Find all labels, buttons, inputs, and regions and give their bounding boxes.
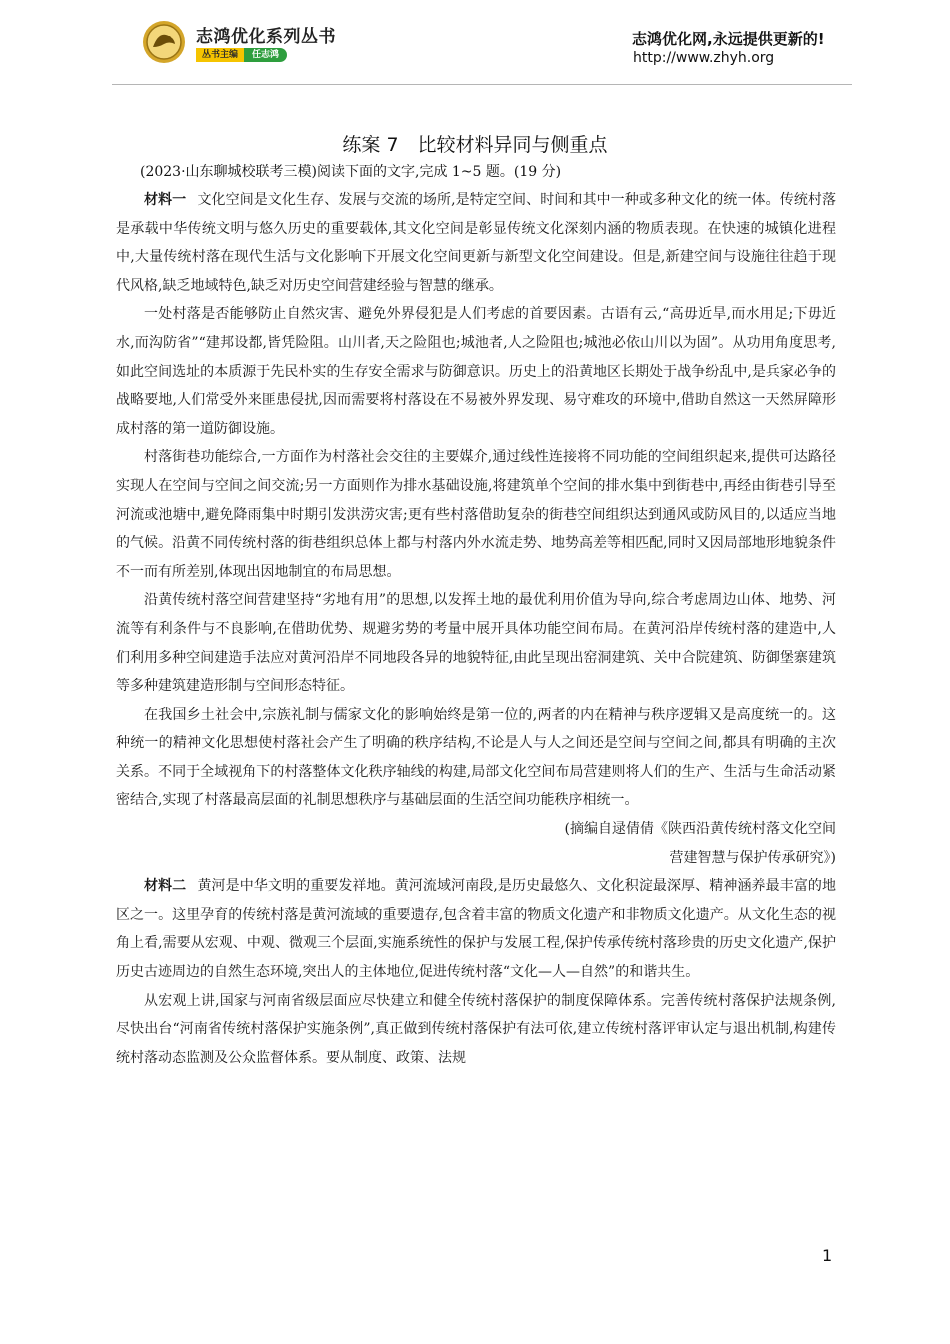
material1-paragraph — [116, 186, 836, 300]
material1-paragraph-text: 文化空间是文化生存、发展与交流的场所,是特定空间、时间和其中一种或多种文化的统一体。传统村落是承载中华传统文明与悠久历史的重要载体,其文化空间是彰显传统文化深刻内涵的物质表现。在快速的城镇化进程中,大量传统村落在现代生活与文化影响下开展文化空间更新与新型文化空间建设。但是,新建空间与设施往往趋于现代风格,缺乏地域特色,缺乏对历史空间营建经验与智慧的继承。 — [116, 192, 837, 294]
reading-passage — [116, 186, 836, 1072]
page-number: 1 — [822, 1246, 833, 1265]
series-logo-icon — [142, 20, 186, 64]
material1-paragraph: 村落街巷功能综合,一方面作为村落社会交往的主要媒介,通过线性连接将不同功能的空间组织起来,提供可达路径实现人在空间与空间之间交流;另一方面则作为排水基础设施,将建筑单个空间的排水集中到街巷中,再经由街巷引导至河流或池塘中,避免降雨集中时期引发洪涝灾害;更有些村落借助复杂的街巷空间组织达到通风或防风目的,以适应当地的气候。沿黄不同传统村落的街巷组织总体上都与村落内外水流走势、地势高差等相匹配,同时又因局部地形地貌条件不一而有所差别,体现出因地制宜的布局思想。 — [116, 449, 836, 580]
page-title: 练案 7 比较材料异同与侧重点 — [342, 134, 608, 156]
material2-paragraph: 从宏观上讲,国家与河南省级层面应尽快建立和健全传统村落保护的制度保障体系。完善传统村落保护法规条例,尽快出台“河南省传统村落保护实施条例”,真正做到传统村落保护有法可依,建立传统村落评审认定与退出机制,构建传统村落动态监测及公众监督体系。要从制度、政策、法规 — [116, 992, 836, 1066]
material1-paragraph: 在我国乡土社会中,宗族礼制与儒家文化的影响始终是第一位的,两者的内在精神与秩序逻辑又是高度统一的。这种统一的精神文化思想使村落社会产生了明确的秩序结构,不论是人与人之间还是空间与空间之间,都具有明确的主次关系。不同于全域视角下的村落整体文化秩序轴线的构建,局部文化空间布局营建则将人们的生产、生活与生命活动紧密结合,实现了村落最高层面的礼制思想秩序与基础层面的生活空间功能秩序相统一。 — [116, 706, 836, 809]
editor-name: 任志鸿 — [244, 48, 287, 62]
page-header — [0, 0, 950, 80]
material1-label: 材料一 — [144, 192, 187, 208]
material2-label: 材料二 — [144, 878, 187, 895]
site-slogan: 志鸿优化网,永远提供更新的! — [632, 30, 825, 48]
material1-paragraph: 沿黄传统村落空间营建坚持“劣地有用”的思想,以发挥土地的最优利用价值为导向,综合考虑周边山体、地势、河流等有利条件与不良影响,在借助优势、规避劣势的考量中展开具体功能空间布局。在黄河沿岸传统村落的建造中,人们利用多种空间建造手法应对黄河沿岸不同地段各异的地貌特征,由此呈现出窑洞建筑、关中合院建筑、防御堡寨建筑等多种建筑建造形制与空间形态特征。 — [116, 592, 836, 695]
material1-paragraph: 一处村落是否能够防止自然灾害、避免外界侵犯是人们考虑的首要因素。古语有云,“高毋近旱,而水用足;下毋近水,而沟防省”“建邦设都,皆凭险阻。山川者,天之险阻也;城池者,人之险阻也;城池必依山川以为固”。从功用角度思考,如此空间选址的本质源于先民朴实的生存安全需求与防御意识。历史上的沿黄地区长期处于战争纷乱中,是兵家必争的战略要地,人们常受外来匪患侵扰,因而需要将村落设在不易被外界发现、易守难攻的环境中,借助自然这一天然屏障形成村落的第一道防御设施。 — [116, 306, 836, 437]
material1-source-line: 营建智慧与保护传承研究》) — [669, 849, 836, 866]
series-brand: 志鸿优化系列丛书 — [196, 27, 336, 47]
question-intro: (2023·山东聊城校联考三模)阅读下面的文字,完成 1~5 题。(19 分) — [140, 164, 562, 180]
editor-label: 丛书主编 — [196, 48, 244, 62]
site-url: http://www.zhyh.org — [633, 50, 775, 66]
material1-source-line: (摘编自逯倩倩《陕西沿黄传统村落文化空间 — [564, 821, 836, 838]
editor-tag — [196, 48, 287, 62]
material2-paragraph-text: 黄河是中华文明的重要发祥地。黄河流域河南段,是历史最悠久、文化积淀最深厚、精神涵养最丰富的地区之一。这里孕育的传统村落是黄河流域的重要遗存,包含着丰富的物质文化遗产和非物质文化遗产。从文化生态的视角上看,需要从宏观、中观、微观三个层面,实施系统性的保护与发展工程,保护传承传统村落珍贵的历史文化遗产,保护历史古迹周边的自然生态环境,突出人的主体地位,促进传统村落“文化—人—自然”的和谐共生。 — [116, 878, 837, 981]
material2-paragraph — [116, 872, 836, 986]
header-divider — [112, 84, 852, 85]
